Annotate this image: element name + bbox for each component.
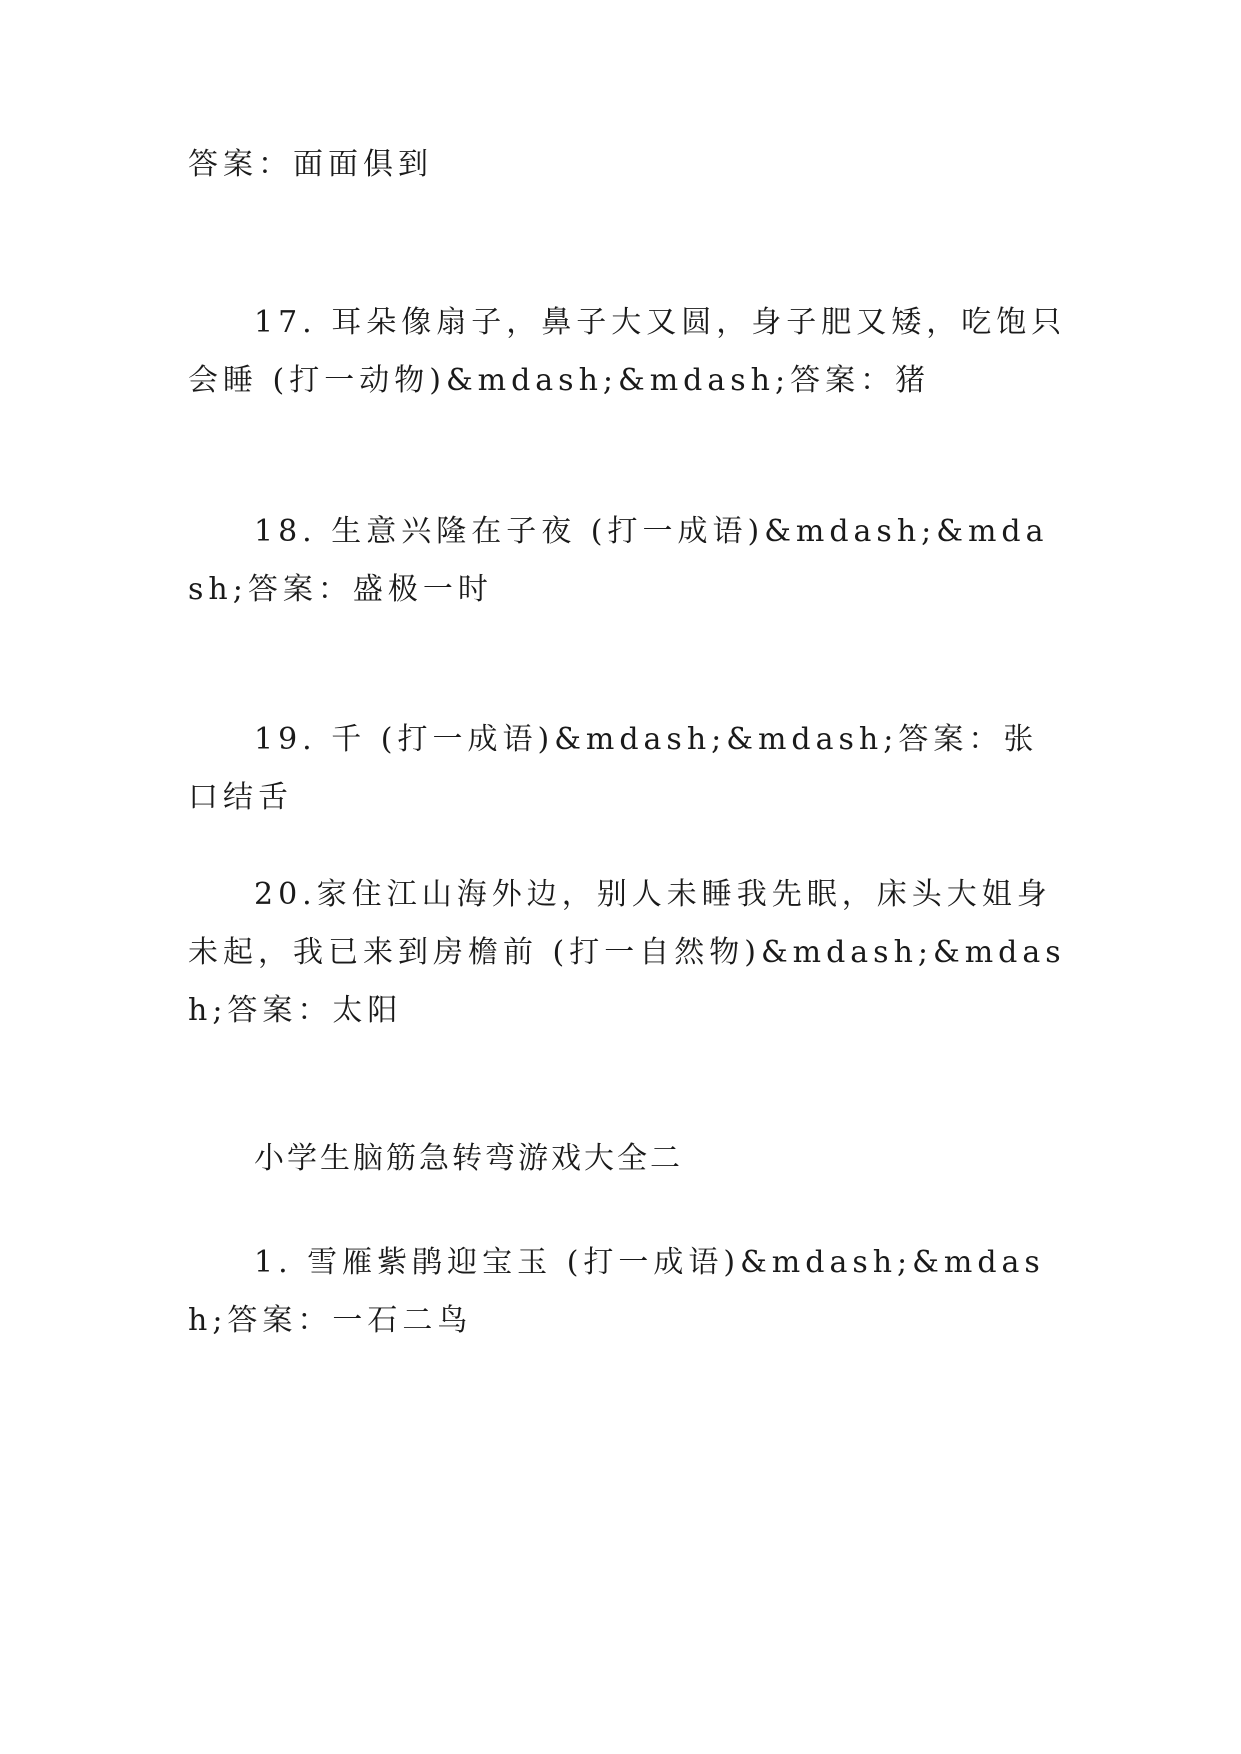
- riddle-19: 19. 千 (打一成语)&mdash;&mdash;答案：张口结舌: [188, 722, 1039, 815]
- riddle-17: 17. 耳朵像扇子，鼻子大又圆，身子肥又矮，吃饱只会睡 (打一动物)&mdash;&mdash;答案：猪: [188, 305, 1067, 398]
- section-heading: 小学生脑筋急转弯游戏大全二: [254, 1141, 683, 1176]
- riddle-20: 20.家住江山海外边，别人未睡我先眠，床头大姐身未起，我已来到房檐前 (打一自然物)&mdash;&mdash;答案：太阳: [188, 877, 1066, 1028]
- riddle-1: 1. 雪雁紫鹃迎宝玉 (打一成语)&mdash;&mdash;答案：一石二鸟: [188, 1245, 1045, 1338]
- riddle-18: 18. 生意兴隆在子夜 (打一成语)&mdash;&mdash;答案：盛极一时: [188, 514, 1049, 607]
- answer-line: 答案：面面俱到: [188, 147, 433, 182]
